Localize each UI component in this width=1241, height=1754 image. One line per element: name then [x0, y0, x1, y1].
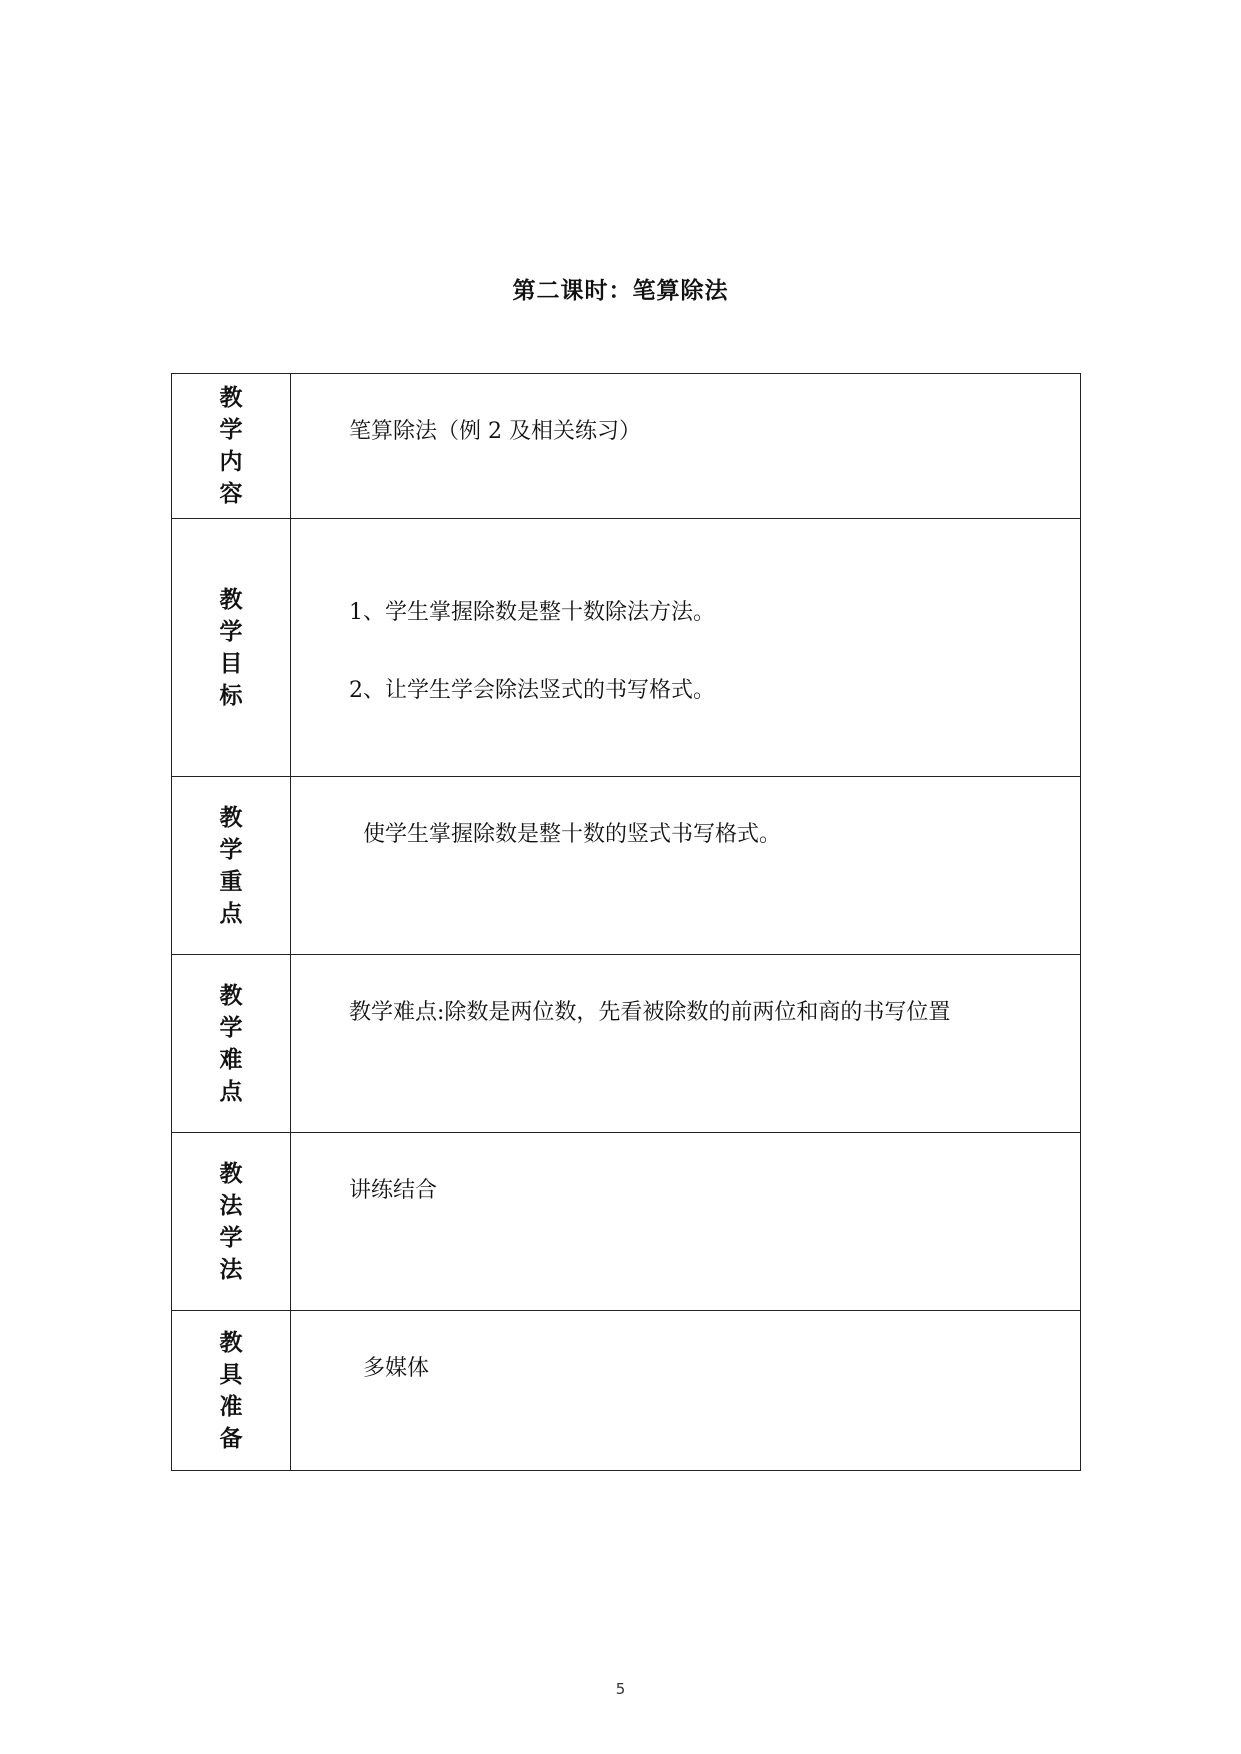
row-label: 教法学法: [219, 1160, 243, 1283]
content-line: 笔算除法（例 2 及相关练习）: [349, 419, 641, 444]
row-label: 教学目标: [219, 586, 243, 709]
row-label-cell: [172, 374, 291, 519]
row-content-cell: [291, 777, 1081, 955]
content-line: 讲练结合: [349, 1178, 438, 1203]
content-line: 1、学生掌握除数是整十数除法方法。: [349, 600, 715, 625]
row-label: 教学重点: [219, 804, 243, 927]
content-line: 多媒体: [363, 1356, 430, 1381]
table-row-objectives: [172, 519, 1081, 777]
page-number: 5: [615, 1680, 626, 1698]
content-line: 使学生掌握除数是整十数的竖式书写格式。: [363, 822, 782, 847]
row-label-cell: [172, 1311, 291, 1471]
table-row-difficulties: [172, 955, 1081, 1133]
row-label: 教学内容: [219, 385, 243, 507]
lesson-plan-table: [171, 373, 1081, 1471]
row-content-cell: [291, 1311, 1081, 1471]
row-content-cell: [291, 955, 1081, 1133]
row-label: 教学难点: [219, 982, 243, 1105]
table-row-key-points: [172, 777, 1081, 955]
row-label: 教具准备: [219, 1329, 243, 1452]
row-label-cell: [172, 955, 291, 1133]
table-row-methods: [172, 1133, 1081, 1311]
row-content-cell: [291, 519, 1081, 777]
row-label-cell: [172, 777, 291, 955]
document-title: 第二课时：笔算除法: [512, 278, 729, 304]
row-label-cell: [172, 519, 291, 777]
table-row-content: [172, 374, 1081, 519]
content-line: 教学难点:除数是两位数，先看被除数的前两位和商的书写位置: [349, 1000, 951, 1025]
table-row-materials: [172, 1311, 1081, 1471]
row-label-cell: [172, 1133, 291, 1311]
row-content-cell: [291, 1133, 1081, 1311]
row-content-cell: [291, 374, 1081, 519]
content-line: 2、让学生学会除法竖式的书写格式。: [349, 678, 715, 703]
